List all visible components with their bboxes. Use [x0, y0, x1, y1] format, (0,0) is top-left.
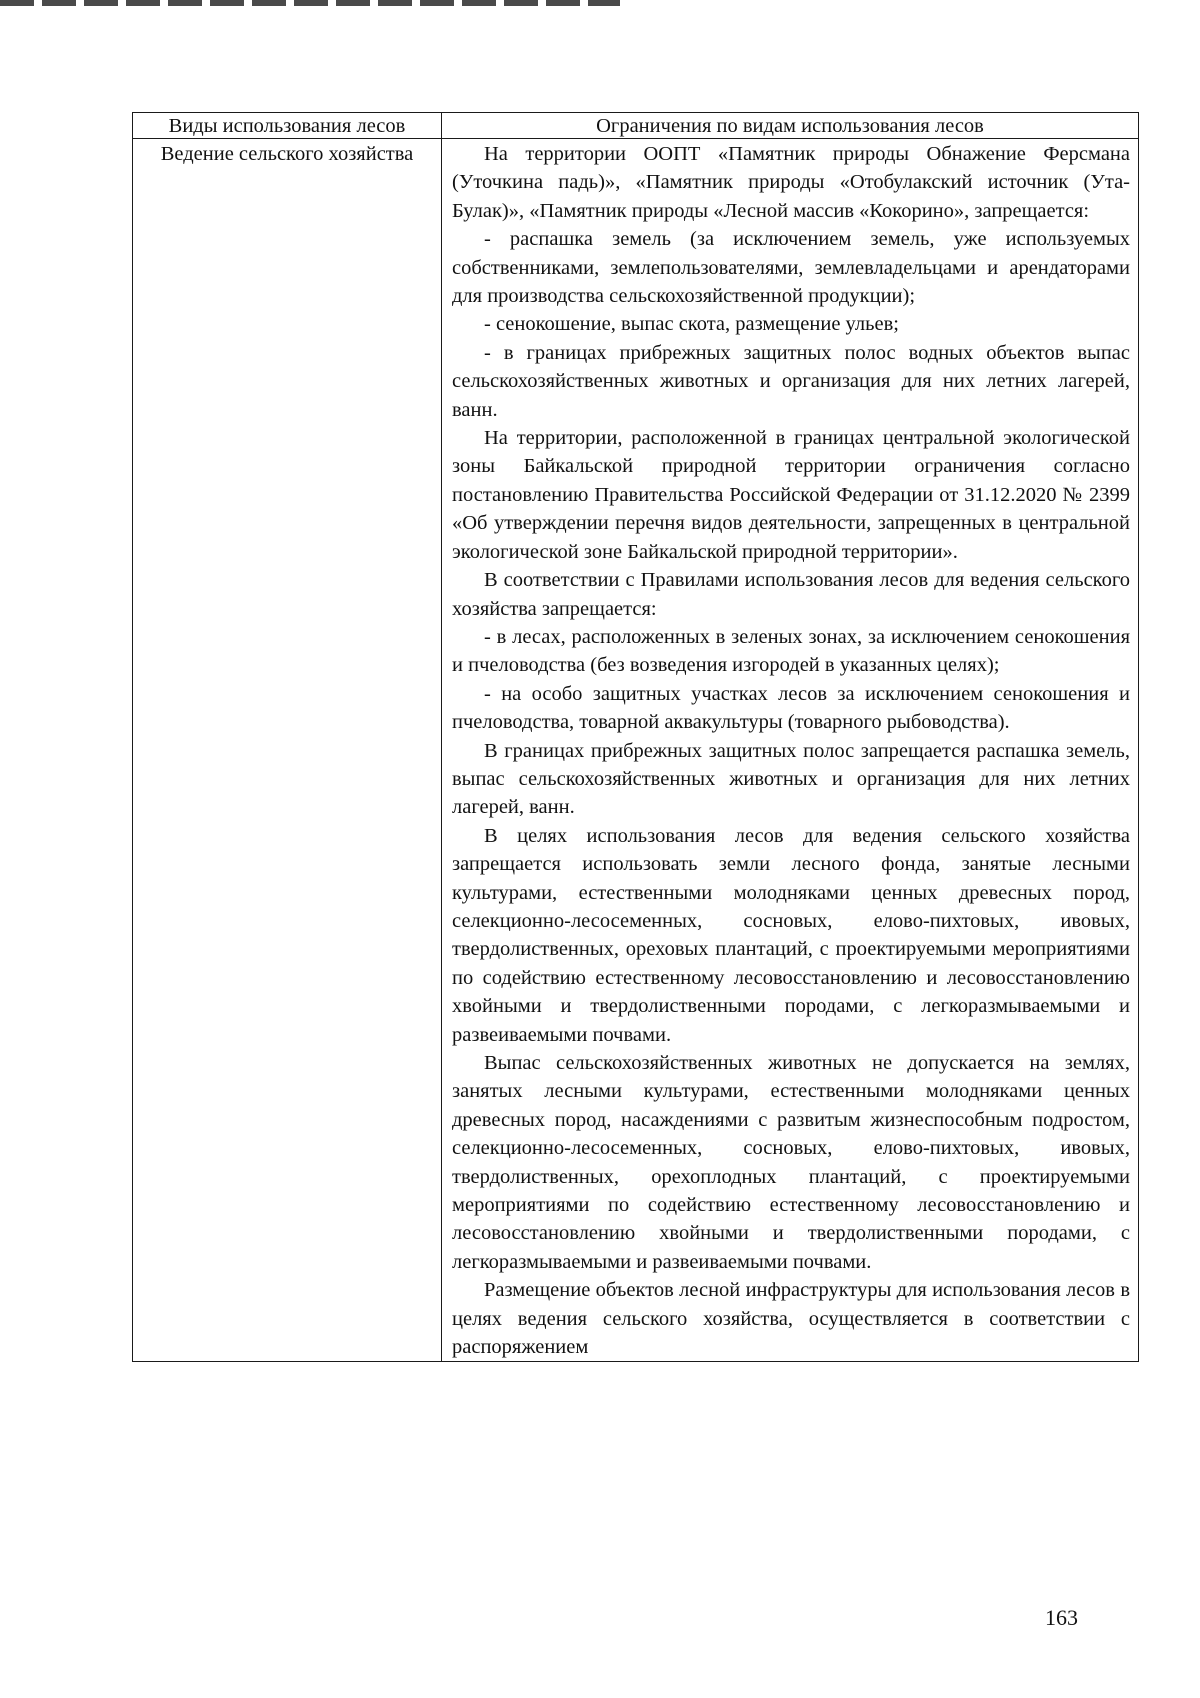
- forest-use-restrictions-table: [132, 112, 1139, 1362]
- paragraph-coastal-strips: В границах прибрежных защитных полос запрещается распашка земель, выпас сельскохозяйственных животных и организация для них летних лагерей, ванн.: [452, 739, 1130, 819]
- paragraph-haymaking-ban: - сенокошение, выпас скота, размещение ульев;: [484, 313, 899, 336]
- paragraph-water-protection-ban: - в границах прибрежных защитных полос водных объектов выпас сельскохозяйственных животных и организация для них летних лагерей, ванн.: [452, 341, 1130, 421]
- paragraph-land-use-ban: В целях использования лесов для ведения сельского хозяйства запрещается использовать земли лесного фонда, занятые лесными культурами, естественными молодняками ценных древесных пород, селекционно-лесосеменных, сосновых, елово-пихтовых, ивовых, твердолиственных, ореховых плантаций, с проектируемыми мероприятиями по содействию естественному лесовосстановлению и лесовосстановлению хвойными и твердолиственными породами, с легкоразмываемыми и развеиваемыми почвами.: [452, 824, 1130, 1046]
- header-restrictions: Ограничения по видам использования лесов: [442, 113, 1139, 139]
- table-row: [133, 139, 1139, 1362]
- paragraph-baikal-zone: На территории, расположенной в границах центральной экологической зоны Байкальской природной территории ограничения согласно постановлению Правительства Российской Федерации от 31.12.2020 № 2399 «Об утверждении перечня видов деятельности, запрещенных в центральной экологической зоне Байкальской природной территории».: [452, 427, 1130, 563]
- paragraph-green-zones: - в лесах, расположенных в зеленых зонах, за исключением сенокошения и пчеловодства (без возведения изгородей в указанных целях);: [452, 625, 1130, 677]
- scan-edge-artifact: [0, 0, 620, 6]
- page-number: 163: [1045, 1605, 1078, 1630]
- row-label-agriculture: Ведение сельского хозяйства: [133, 139, 442, 1362]
- restrictions-cell: [442, 139, 1139, 1362]
- header-forest-use-types: Виды использования лесов: [133, 113, 442, 139]
- paragraph-rules-intro: В соответствии с Правилами использования лесов для ведения сельского хозяйства запрещается:: [452, 569, 1130, 620]
- paragraph-protective-plots: - на особо защитных участках лесов за исключением сенокошения и пчеловодства, товарной аквакультуры (товарного рыбоводства).: [452, 682, 1130, 734]
- table-header-row: [133, 113, 1139, 139]
- paragraph-plowing-ban: - распашка земель (за исключением земель, уже используемых собственниками, землепользователями, землевладельцами и арендаторами для производства сельскохозяйственной продукции);: [452, 228, 1130, 308]
- paragraph-grazing-ban: Выпас сельскохозяйственных животных не допускается на землях, занятых лесными культурами, естественными молодняками ценных древесных пород, насаждениями с развитым жизнеспособным подростом, селекционно-лесосеменных, сосновых, елово-пихтовых, ивовых, твердолиственных, орехоплодных плантаций, с проектируемыми мероприятиями по содействию естественному лесовосстановлению и лесовосстановлению хвойными и твердолиственными породами, с легкоразмываемыми и развеиваемыми почвами.: [452, 1052, 1130, 1273]
- paragraph-infrastructure: Размещение объектов лесной инфраструктуры для использования лесов в целях ведения сельского хозяйства, осуществляется в соответствии с распоряжением: [452, 1279, 1130, 1359]
- paragraph-oopt-intro: На территории ООПТ «Памятник природы Обнажение Ферсмана (Уточкина падь)», «Памятник природы «Отобулакский источник (Ута-Булак)», «Памятник природы «Лесной массив «Кокорино», запрещается:: [452, 143, 1130, 222]
